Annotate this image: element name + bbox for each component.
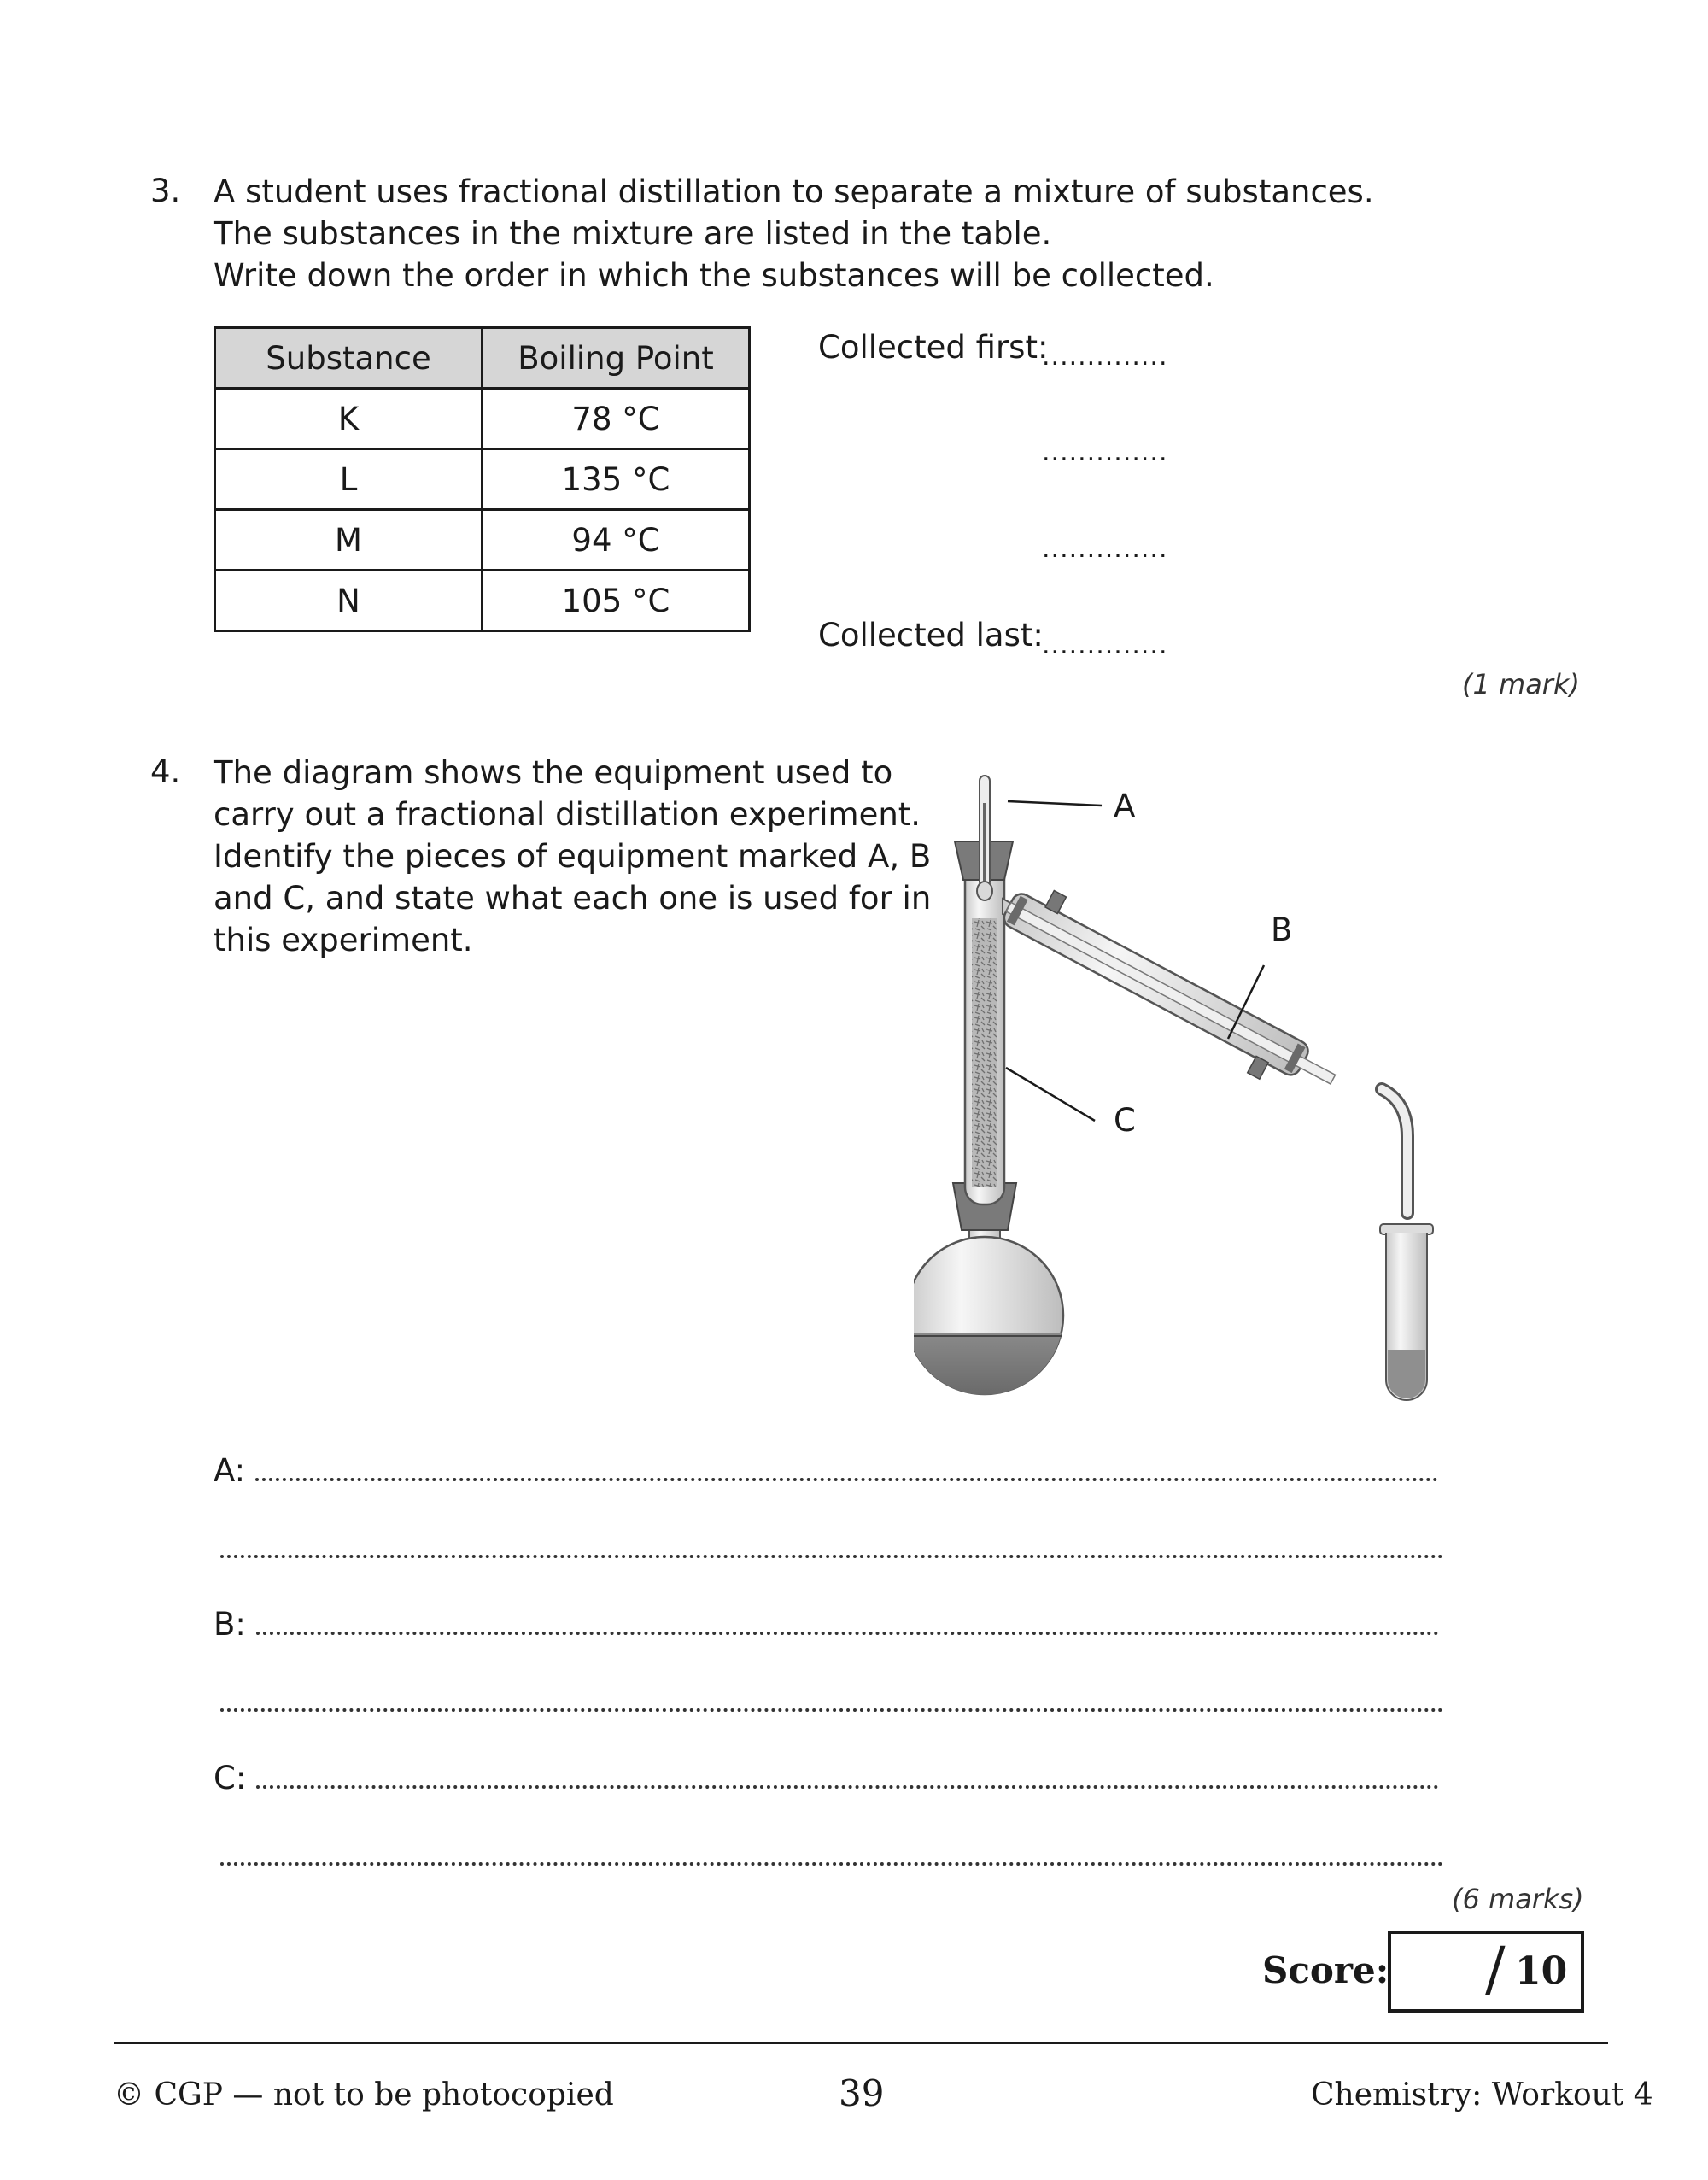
q3-line-3: Write down the order in which the substances will be collected. [214,257,1214,294]
footer-rule [114,2042,1608,2044]
substance-table [214,326,751,632]
answer-line-b[interactable] [214,1606,1443,1643]
q4-line-4: and C, and state what each one is used for in [214,880,932,917]
cell-boiling-point: 94 °C [483,510,750,571]
q3-line-2: The substances in the mixture are listed in the table. [214,215,1052,252]
q4-line-3: Identify the pieces of equipment marked A, B [214,838,932,875]
table-row [215,449,750,510]
diagram-label-a: A [1114,788,1136,824]
table-row [215,389,750,449]
answer-a-label: A: [214,1452,246,1489]
distillation-diagram [914,752,1460,1409]
cell-boiling-point: 78 °C [483,389,750,449]
q3-line-1: A student uses fractional distillation to separate a mixture of substances. [214,173,1374,210]
answer-line-c[interactable] [214,1760,1443,1796]
diagram-label-c: C [1114,1102,1136,1139]
thermometer [977,776,992,900]
q4-text [214,752,931,961]
header-boiling-point: Boiling Point [483,328,750,389]
footer-copyright: © CGP — not to be photocopied [114,2077,614,2113]
page-number: 39 [839,2072,885,2114]
q3-marks: (1 mark) [1462,668,1580,700]
table-row [215,571,750,631]
answer-blank-3[interactable]: .............. [1042,534,1168,564]
answer-b-label: B: [214,1606,246,1643]
table-row [215,510,750,571]
cell-substance: M [215,510,483,571]
cell-substance: L [215,449,483,510]
answer-blank-4[interactable]: .............. [1042,630,1168,660]
collected-last-label: Collected last: [818,617,1044,653]
test-tube [1380,1224,1433,1400]
fractionating-column [965,863,1004,1204]
q3-text [214,171,1374,296]
header-substance: Substance [215,328,483,389]
collected-first-label: Collected first: [818,329,1049,366]
q4-number: 4. [150,753,181,790]
answer-c-label: C: [214,1760,247,1796]
q4-line-2: carry out a fractional distillation experiment. [214,796,921,833]
q4-line-5: this experiment. [214,922,473,958]
answer-blank-2[interactable]: .............. [1042,437,1168,467]
answer-line-c-2[interactable] [214,1837,1443,1873]
q4-line-1: The diagram shows the equipment used to [214,754,893,791]
condenser [992,876,1349,1110]
answer-blank-1[interactable]: .............. [1042,342,1168,372]
diagram-label-b: B [1271,911,1293,948]
score-total: 10 [1515,1949,1568,1993]
q3-number: 3. [150,173,181,209]
cell-substance: K [215,389,483,449]
table-header-row [215,328,750,389]
score-label: Score: [1262,1949,1389,1991]
q4-marks: (6 marks) [1452,1883,1584,1915]
footer-book-title: Chemistry: Workout 4 [1311,2077,1653,2113]
cell-substance: N [215,571,483,631]
cell-boiling-point: 105 °C [483,571,750,631]
cell-boiling-point: 135 °C [483,449,750,510]
answer-line-b-2[interactable] [214,1683,1443,1720]
answer-line-a-2[interactable] [214,1529,1443,1566]
answer-line-a[interactable] [214,1452,1443,1489]
score-slash: / [1485,1934,1506,2004]
score-box[interactable] [1388,1931,1584,2013]
